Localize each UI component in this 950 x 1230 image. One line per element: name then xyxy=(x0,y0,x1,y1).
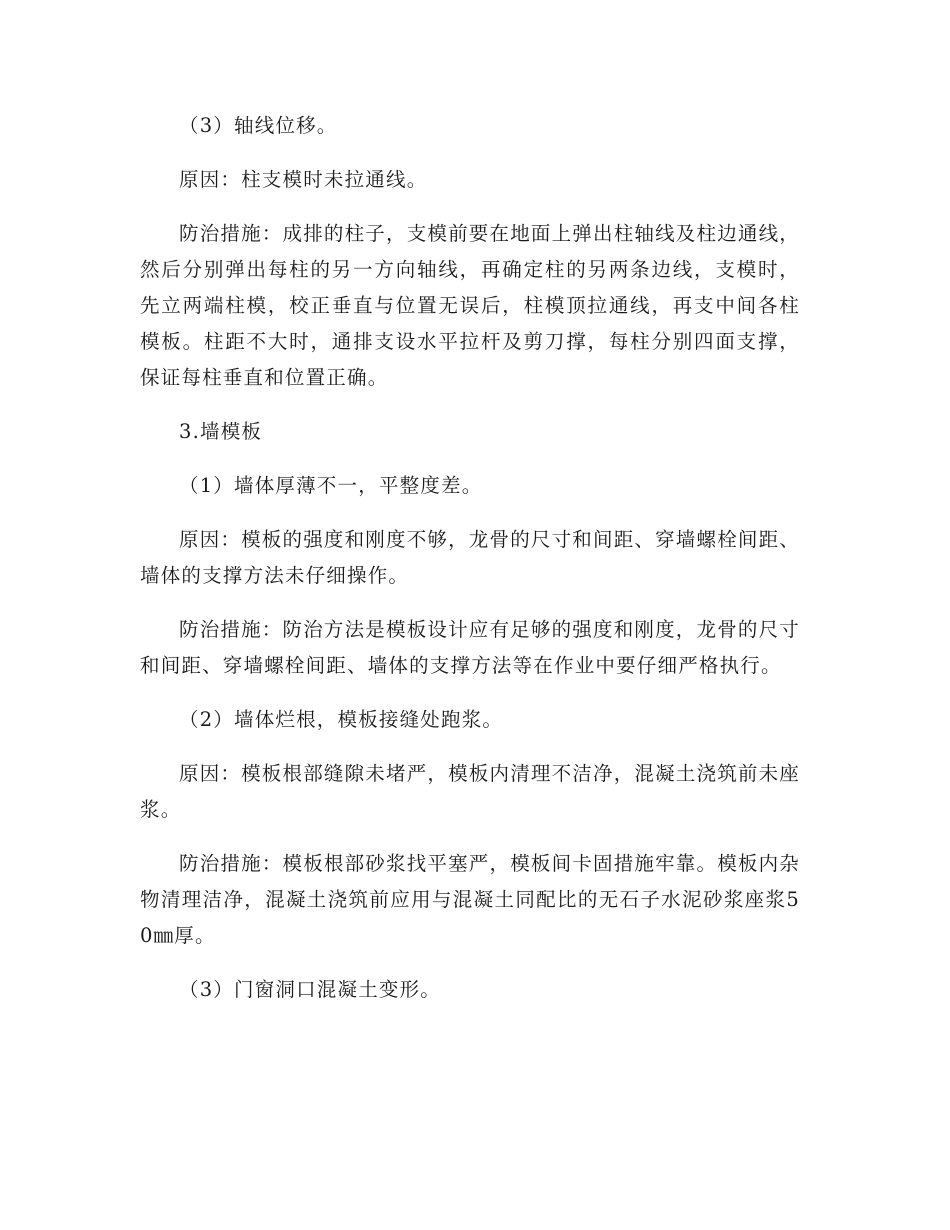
heading-axis-displacement: （3）轴线位移。 xyxy=(179,114,338,137)
heading-opening-deformation: （3）门窗洞口混凝土变形。 xyxy=(179,978,442,1001)
heading-wall-root-leakage: （2）墙体烂根，模板接缝处跑浆。 xyxy=(179,708,504,731)
prevention-wall-thickness: 防治措施：防治方法是模板设计应有足够的强度和刚度，龙骨的尺寸和间距、穿墙螺栓间距、墙体的支撑方法等在作业中要仔细严格执行。 xyxy=(140,618,801,677)
cause-wall-root-leakage: 原因：模板根部缝隙未堵严，模板内清理不洁净，混凝土浇筑前未座浆。 xyxy=(140,762,801,821)
prevention-wall-root-leakage: 防治措施：模板根部砂浆找平塞严，模板间卡固措施牢靠。模板内杂物清理洁净，混凝土浇筑前应用与混凝土同配比的无石子水泥砂浆座浆50㎜厚。 xyxy=(140,852,801,947)
prevention-axis-displacement: 防治措施：成排的柱子，支模前要在地面上弹出柱轴线及柱边通线，然后分别弹出每柱的另一方向轴线，再确定柱的另两条边线，支模时，先立两端柱模，校正垂直与位置无误后，柱模顶拉通线，再支中间各柱模板。柱距不大时，通排支设水平拉杆及剪刀撑，每柱分别四面支撑，保证每柱垂直和位置正确。 xyxy=(140,222,801,389)
cause-wall-thickness: 原因：模板的强度和刚度不够，龙骨的尺寸和间距、穿墙螺栓间距、墙体的支撑方法未仔细操作。 xyxy=(140,528,801,587)
heading-wall-thickness: （1）墙体厚薄不一，平整度差。 xyxy=(179,474,483,497)
section-heading-wall-formwork: 3.墙模板 xyxy=(179,420,263,443)
document-page xyxy=(140,108,800,1008)
cause-axis-displacement: 原因：柱支模时未拉通线。 xyxy=(179,168,428,191)
